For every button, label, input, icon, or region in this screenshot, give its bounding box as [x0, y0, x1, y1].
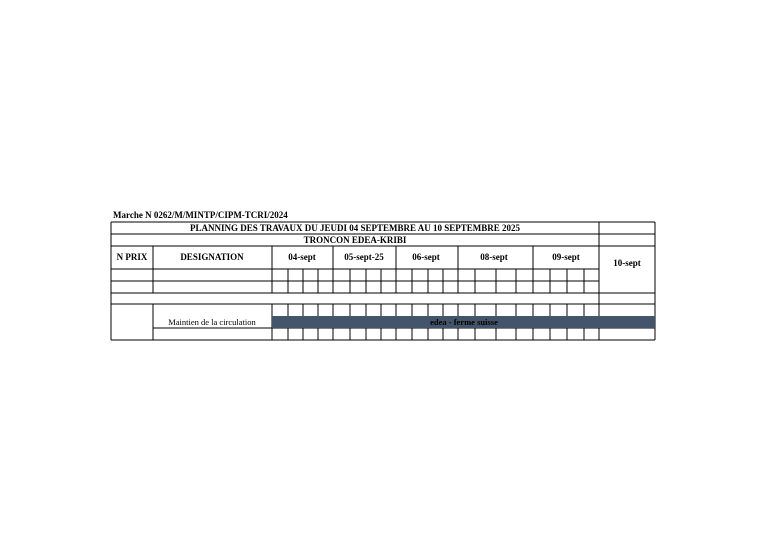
header-day-6: 10-sept — [613, 258, 641, 268]
header-day-3: 06-sept — [412, 252, 440, 262]
header-day-1: 04-sept — [288, 252, 316, 262]
task-designation: Maintien de la circulation — [168, 317, 256, 327]
contract-reference: Marche N 0262/M/MINTP/CIPM-TCRI/2024 — [113, 210, 288, 220]
header-nprix: N PRIX — [116, 252, 148, 262]
header-day-4: 08-sept — [480, 252, 508, 262]
planning-title: PLANNING DES TRAVAUX DU JEUDI 04 SEPTEMBRE AU 10 SEPTEMBRE 2025 — [189, 223, 521, 233]
header-day-2: 05-sept-25 — [344, 252, 384, 262]
header-day-5: 09-sept — [552, 252, 580, 262]
task-bar-label: edea - ferme suisse — [430, 317, 498, 327]
header-designation: DESIGNATION — [180, 252, 244, 262]
section-title: TRONCON EDEA-KRIBI — [303, 235, 407, 245]
